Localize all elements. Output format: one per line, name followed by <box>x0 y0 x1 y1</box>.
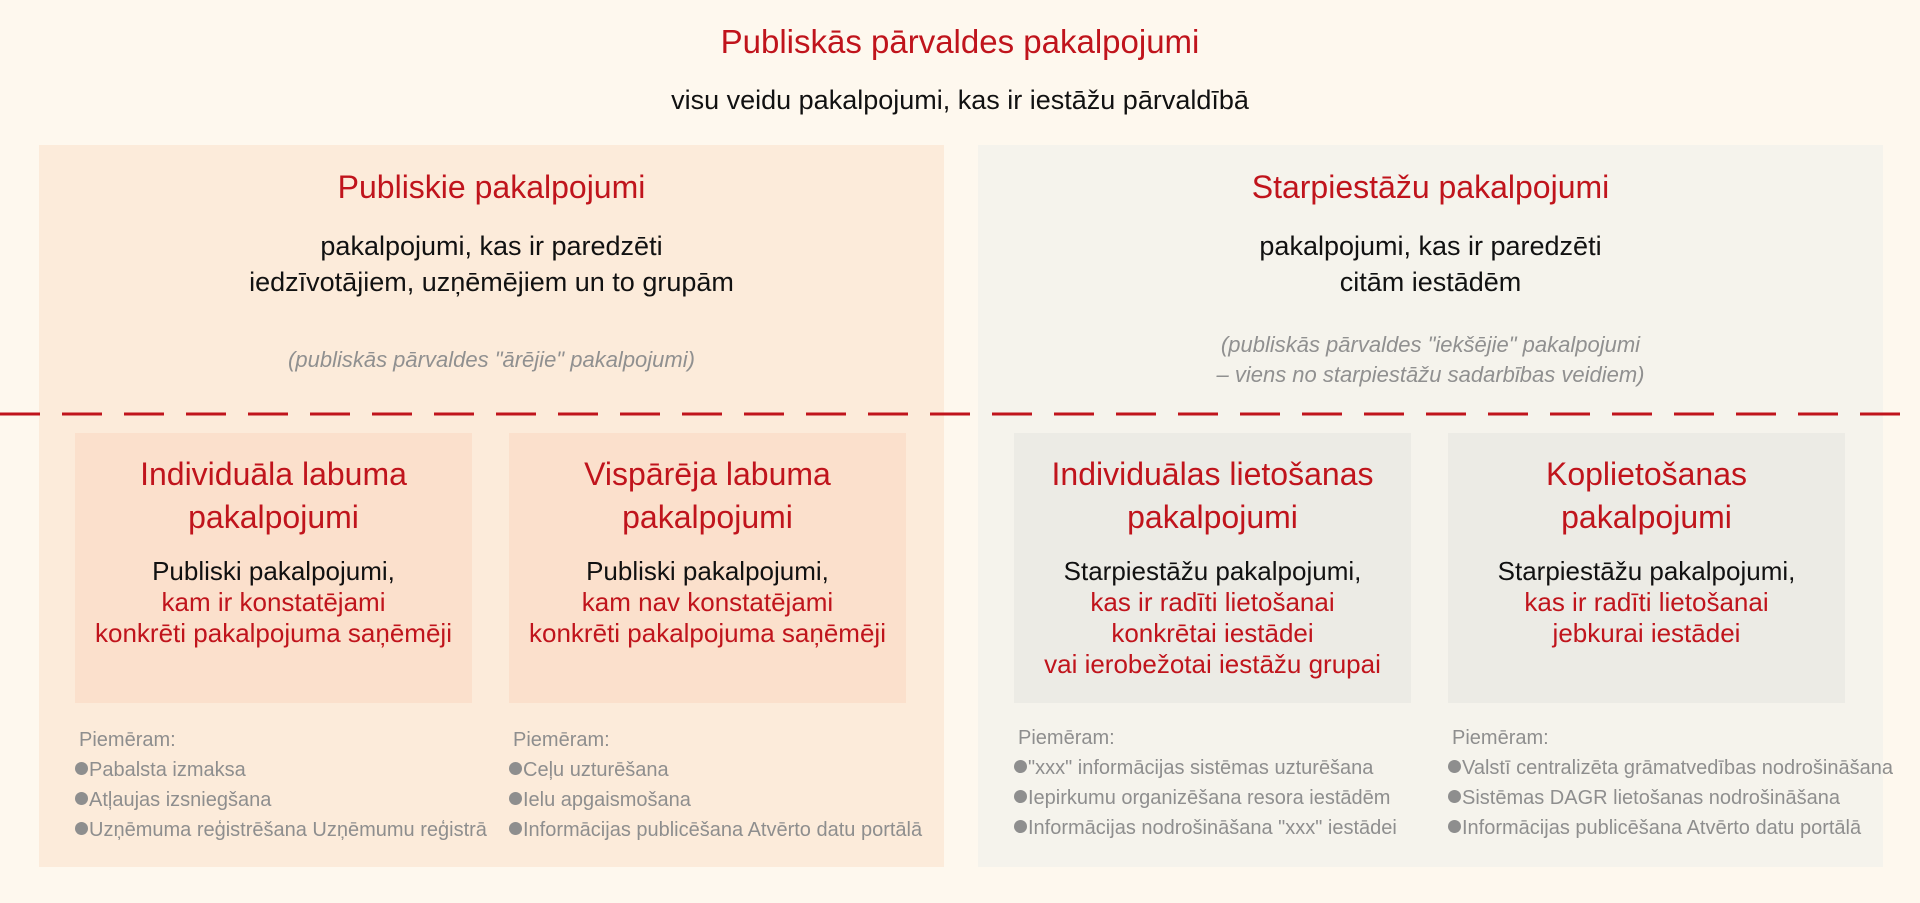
example-item <box>1014 783 1434 813</box>
example-item <box>75 815 495 845</box>
example-text: Informācijas publicēšana Atvērto datu portālā <box>1462 817 1862 839</box>
box-description-highlight: vai ierobežotai iestāžu grupai <box>1044 649 1381 679</box>
example-item <box>1014 753 1434 783</box>
box-description-highlight: kas ir radīti lietošanai <box>1524 587 1769 617</box>
box-description-lead: Publiski pakalpojumi, <box>586 556 829 586</box>
box-description-highlight: kam nav konstatējami <box>581 587 834 617</box>
example-item <box>1448 783 1868 813</box>
panel-description <box>39 228 944 300</box>
panel-description-line: iedzīvotājiem, uzņēmējiem un to grupām <box>249 267 734 297</box>
example-text: Pabalsta izmaksa <box>89 759 246 781</box>
box-title-line: pakalpojumi <box>622 499 793 535</box>
box-description-highlight: kas ir radīti lietošanai <box>1090 587 1335 617</box>
box-description <box>1448 556 1845 649</box>
example-text: "xxx" informācijas sistēmas uzturēšana <box>1028 757 1374 779</box>
examples-label: Piemēram: <box>1018 727 1115 749</box>
bullet-icon <box>509 792 522 805</box>
box-description-lead: Publiski pakalpojumi, <box>152 556 395 586</box>
examples-list <box>75 725 495 845</box>
panel-description-line: citām iestādēm <box>1339 267 1522 297</box>
box-title-line: pakalpojumi <box>1561 499 1732 535</box>
box-description-highlight: kam ir konstatējami <box>161 587 386 617</box>
bullet-icon <box>1448 820 1461 833</box>
box-title <box>509 453 906 539</box>
box-description-lead: Starpiestāžu pakalpojumi, <box>1063 556 1362 586</box>
example-item <box>509 755 929 785</box>
example-item <box>75 755 495 785</box>
example-text: Informācijas publicēšana Atvērto datu portālā <box>523 819 923 841</box>
panel-note-line: (publiskās pārvaldes "iekšējie" pakalpojumi <box>1220 332 1641 357</box>
example-text: Valstī centralizēta grāmatvedības nodrošināšana <box>1462 757 1893 779</box>
bullet-icon <box>75 822 88 835</box>
panel-note-line: (publiskās pārvaldes "ārējie" pakalpojumi) <box>288 347 695 372</box>
panel-description <box>978 228 1883 300</box>
diagram-title: Publiskās pārvaldes pakalpojumi <box>720 23 1200 60</box>
example-text: Iepirkumu organizēšana resora iestādēm <box>1028 787 1391 809</box>
example-item <box>1448 753 1893 783</box>
bullet-icon <box>509 762 522 775</box>
panel-note <box>39 345 944 375</box>
box-description-lead: Starpiestāžu pakalpojumi, <box>1497 556 1796 586</box>
example-text: Atļaujas izsniegšana <box>89 789 272 811</box>
box-title <box>75 453 472 539</box>
general-benefit-services-box <box>509 433 906 703</box>
bullet-icon <box>1014 790 1027 803</box>
individual-benefit-services-box <box>75 433 472 703</box>
example-item <box>509 815 929 845</box>
individual-use-services-box <box>1014 433 1411 703</box>
example-text: Sistēmas DAGR lietošanas nodrošināšana <box>1462 787 1840 809</box>
box-title-line: Vispārēja labuma <box>584 456 831 492</box>
example-item <box>75 785 495 815</box>
box-title-line: Individuālas lietošanas <box>1051 456 1374 492</box>
shared-use-services-box <box>1448 433 1845 703</box>
box-description-highlight: konkrēti pakalpojuma saņēmēji <box>95 618 452 648</box>
example-item <box>1014 813 1434 843</box>
box-description-highlight: konkrētai iestādei <box>1111 618 1314 648</box>
panel-title: Publiskie pakalpojumi <box>337 169 646 205</box>
panel-note <box>978 330 1883 390</box>
dashed-divider <box>0 412 1920 416</box>
bullet-icon <box>75 792 88 805</box>
example-item <box>509 785 929 815</box>
box-description-highlight: jebkurai iestādei <box>1552 618 1741 648</box>
panel-title: Starpiestāžu pakalpojumi <box>1251 169 1610 205</box>
panel-description-line: pakalpojumi, kas ir paredzēti <box>1259 231 1602 261</box>
examples-list <box>509 725 929 845</box>
box-title-line: Individuāla labuma <box>140 456 407 492</box>
bullet-icon <box>509 822 522 835</box>
example-text: Ielu apgaismošana <box>523 789 691 811</box>
example-text: Uzņēmuma reģistrēšana Uzņēmumu reģistrā <box>89 819 487 841</box>
examples-label: Piemēram: <box>1452 727 1549 749</box>
bullet-icon <box>1014 760 1027 773</box>
panel-description-line: pakalpojumi, kas ir paredzēti <box>320 231 663 261</box>
box-title <box>1014 453 1411 539</box>
example-item <box>1448 813 1868 843</box>
box-description-highlight: konkrēti pakalpojuma saņēmēji <box>529 618 886 648</box>
examples-label: Piemēram: <box>79 729 176 751</box>
example-text: Informācijas nodrošināšana "xxx" iestādei <box>1028 817 1397 839</box>
box-title-line: pakalpojumi <box>188 499 359 535</box>
diagram-subtitle: visu veidu pakalpojumi, kas ir iestāžu pārvaldībā <box>671 85 1249 115</box>
example-text: Ceļu uzturēšana <box>523 759 669 781</box>
bullet-icon <box>1448 760 1461 773</box>
box-title-line: pakalpojumi <box>1127 499 1298 535</box>
examples-list <box>1448 723 1893 843</box>
box-title-line: Koplietošanas <box>1545 456 1748 492</box>
bullet-icon <box>1014 820 1027 833</box>
examples-label: Piemēram: <box>513 729 610 751</box>
box-title <box>1448 453 1845 539</box>
bullet-icon <box>75 762 88 775</box>
box-description <box>509 556 906 649</box>
examples-list <box>1014 723 1434 843</box>
panel-note-line: – viens no starpiestāžu sadarbības veidiem) <box>1216 362 1645 387</box>
box-description <box>75 556 472 649</box>
box-description <box>1014 556 1411 680</box>
bullet-icon <box>1448 790 1461 803</box>
